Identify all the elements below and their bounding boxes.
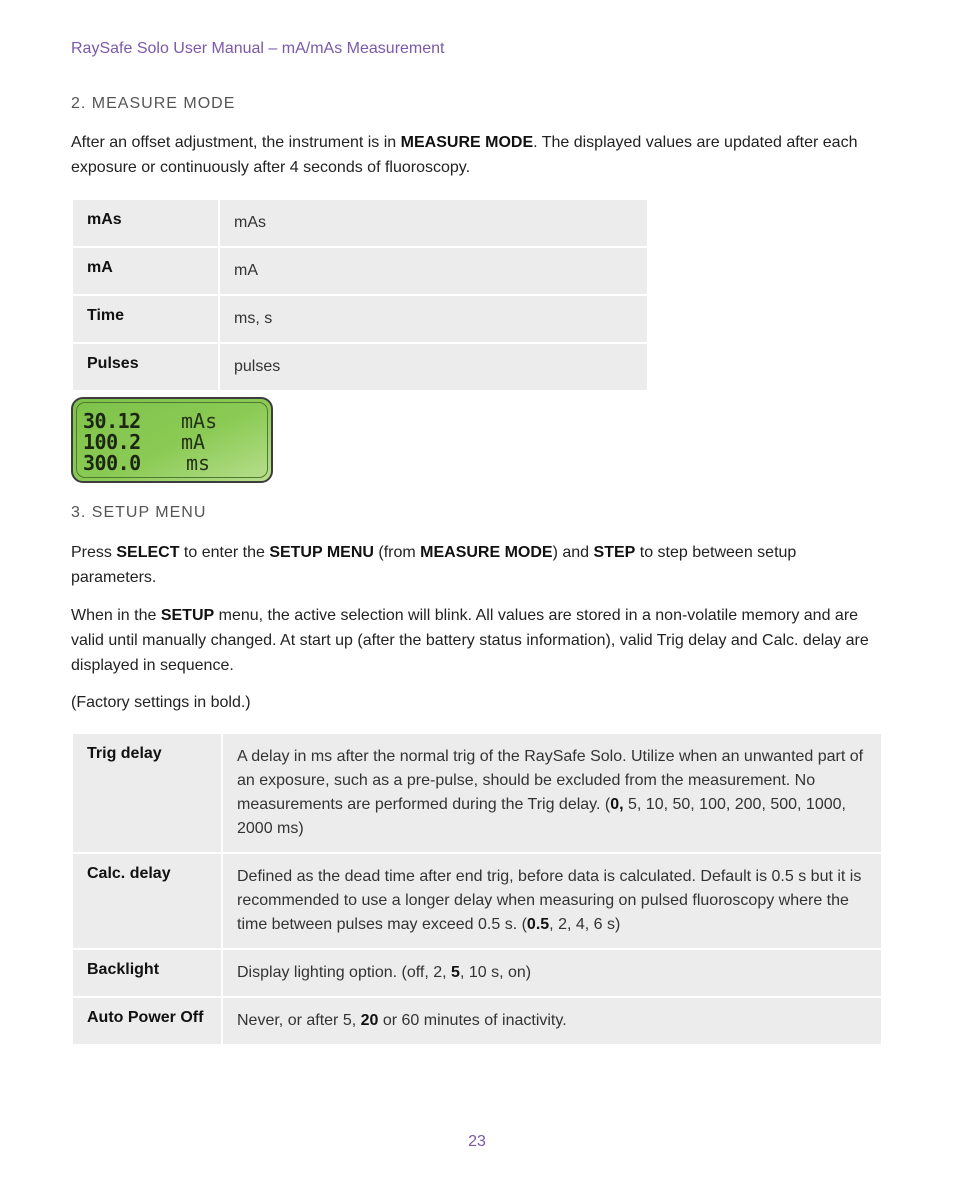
- section-heading-setup-menu: 3. SETUP MENU: [71, 504, 207, 521]
- factory-settings-note: (Factory settings in bold.): [71, 694, 251, 711]
- lcd-value: 30.12: [83, 409, 141, 433]
- unit-value: mAs: [220, 200, 647, 246]
- lcd-value: 300.0: [83, 451, 141, 475]
- setting-description: Display lighting option. (off, 2, 5, 10 s, on): [223, 950, 881, 996]
- table-row: [73, 248, 647, 294]
- setting-description: Never, or after 5, 20 or 60 minutes of inactivity.: [223, 998, 881, 1044]
- unit-label: mAs: [73, 200, 218, 246]
- lcd-row: [83, 453, 268, 473]
- unit-label: Pulses: [73, 344, 218, 390]
- lcd-unit: ms: [186, 451, 211, 475]
- table-row: [73, 734, 881, 852]
- setup-menu-para-2: When in the SETUP menu, the active selection will blink. All values are stored in a non-volatile memory and are valid until manually changed. At start up (after the battery status information), valid Trig delay and Calc. delay are displayed in sequence.: [71, 607, 869, 674]
- setup-parameters-table: [71, 732, 883, 1046]
- section-heading-measure-mode: 2. MEASURE MODE: [71, 95, 236, 112]
- setting-description: A delay in ms after the normal trig of the RaySafe Solo. Utilize when an unwanted part of an exposure, such as a pre-pulse, should be excluded from the measurement. No measurements are performed during the Trig delay. (0, 5, 10, 50, 100, 200, 500, 1000, 2000 ms): [223, 734, 881, 852]
- table-row: [73, 998, 881, 1044]
- lcd-unit: mA: [181, 430, 206, 454]
- table-row: [73, 854, 881, 948]
- unit-value: pulses: [220, 344, 647, 390]
- setting-label: Trig delay: [73, 734, 221, 852]
- setup-menu-para-1: Press SELECT to enter the SETUP MENU (from MEASURE MODE) and STEP to step between setup parameters.: [71, 544, 797, 586]
- lcd-unit: mAs: [181, 409, 218, 433]
- lcd-row: [83, 432, 268, 452]
- lcd-row: [83, 411, 268, 431]
- setting-label: Calc. delay: [73, 854, 221, 948]
- setting-label: Backlight: [73, 950, 221, 996]
- unit-label: mA: [73, 248, 218, 294]
- lcd-display-illustration: [71, 397, 273, 483]
- setting-label: Auto Power Off: [73, 998, 221, 1044]
- unit-value: ms, s: [220, 296, 647, 342]
- setting-description: Defined as the dead time after end trig, before data is calculated. Default is 0.5 s but it is recommended to use a longer delay when measuring on pulsed fluoroscopy where the time between pulses may exceed 0.5 s. (0.5, 2, 4, 6 s): [223, 854, 881, 948]
- unit-label: Time: [73, 296, 218, 342]
- units-table: [71, 198, 649, 392]
- running-header: RaySafe Solo User Manual – mA/mAs Measurement: [71, 40, 445, 57]
- table-row: [73, 296, 647, 342]
- table-row: [73, 200, 647, 246]
- measure-mode-intro: After an offset adjustment, the instrument is in MEASURE MODE. The displayed values are updated after each exposure or continuously after 4 seconds of fluoroscopy.: [71, 134, 858, 176]
- page-number: 23: [468, 1133, 486, 1150]
- table-row: [73, 344, 647, 390]
- lcd-value: 100.2: [83, 430, 141, 454]
- unit-value: mA: [220, 248, 647, 294]
- table-row: [73, 950, 881, 996]
